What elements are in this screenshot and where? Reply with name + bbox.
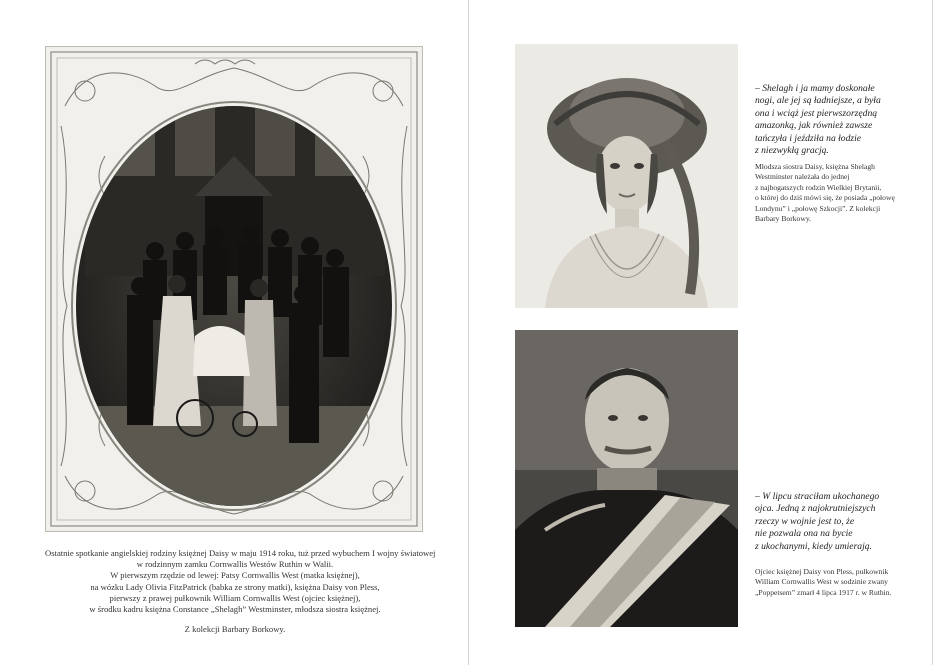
caption-line: w środku kadru księżna Constance „Shelagh” Westminster, młodsza siostra księżnej.: [89, 604, 381, 615]
description-line: „Poppetsem” zmarł 4 lipca 1917 r. w Ruthin.: [755, 587, 892, 597]
description-line: Londynu” i „połowę Szkocji”. Z kolekcji: [755, 203, 881, 213]
description-line: William Cornwallis West w sodzinie zwany: [755, 577, 888, 587]
quote-line: – Shelagh i ja mamy doskonałe: [755, 83, 875, 94]
quote-line: – W lipcu straciłam ukochanego: [755, 491, 880, 502]
family-photo-ornate-frame: [45, 46, 423, 532]
caption-line: Ostatnie spotkanie angielskiej rodziny księżnej Daisy w maju 1914 roku, tuż przed wybuchem I wojny światowej: [45, 548, 436, 558]
quote-line: nie pozwala ona na bycie: [755, 528, 853, 540]
quote-line: ojca. Jedną z najokrutniejszych: [755, 503, 876, 515]
portrait-man-illustration: [515, 330, 738, 627]
shelagh-description: [755, 162, 925, 224]
quote-line: z niezwykłą gracją.: [755, 145, 829, 157]
quote-line: ona i wciąż jest pierwszorzędną: [755, 107, 878, 119]
description-line: Ojciec księżnej Daisy von Pless, pułkownik: [755, 567, 889, 576]
quote-line: amazonką, jak również zawsze: [755, 120, 873, 132]
description-line: Barbary Borkowy.: [755, 214, 812, 224]
caption-line: pierwszy z prawej pułkownik William Cornwallis West (ojciec księżnej),: [109, 592, 361, 603]
portrait-woman-illustration: [515, 44, 738, 308]
description-line: z najbogatszych rodzin Wielkiej Brytanii,: [755, 182, 882, 192]
colonel-description: [755, 567, 925, 598]
description-line: Westminster należała do jednej: [755, 172, 850, 182]
shelagh-quote: [755, 83, 915, 157]
quote-line: tańczyła i jeździła na łodzie: [755, 132, 862, 144]
photo-credit: Z kolekcji Barbary Borkowy.: [184, 624, 286, 635]
father-quote: [755, 491, 915, 553]
caption-line: w rodzinnym zamku Cornwallis Westów Ruthin w Walii.: [136, 559, 334, 570]
description-line: o której do dziś mówi się, że posiada „połowę: [755, 193, 895, 203]
description-line: Młodsza siostra Daisy, księżna Shelagh: [755, 162, 875, 171]
quote-line: nogi, ale jej są ładniejsze, a była: [755, 95, 881, 107]
page-gutter: [468, 0, 469, 665]
family-photo-illustration: [45, 46, 423, 532]
portrait-shelagh-photo: [515, 44, 738, 308]
family-photo-caption: [45, 548, 436, 635]
portrait-colonel-photo: [515, 330, 738, 627]
caption-line: W pierwszym rzędzie od lewej: Patsy Cornwallis West (matka księżnej),: [110, 570, 360, 581]
quote-line: z ukochanymi, kiedy umierają.: [755, 540, 872, 552]
caption-line: na wózku Lady Olivia FitzPatrick (babka ze strony matki), księżna Daisy von Pless,: [90, 581, 380, 592]
page-edge: [932, 0, 933, 665]
quote-line: rzeczy w wojnie jest to, że: [755, 515, 855, 527]
